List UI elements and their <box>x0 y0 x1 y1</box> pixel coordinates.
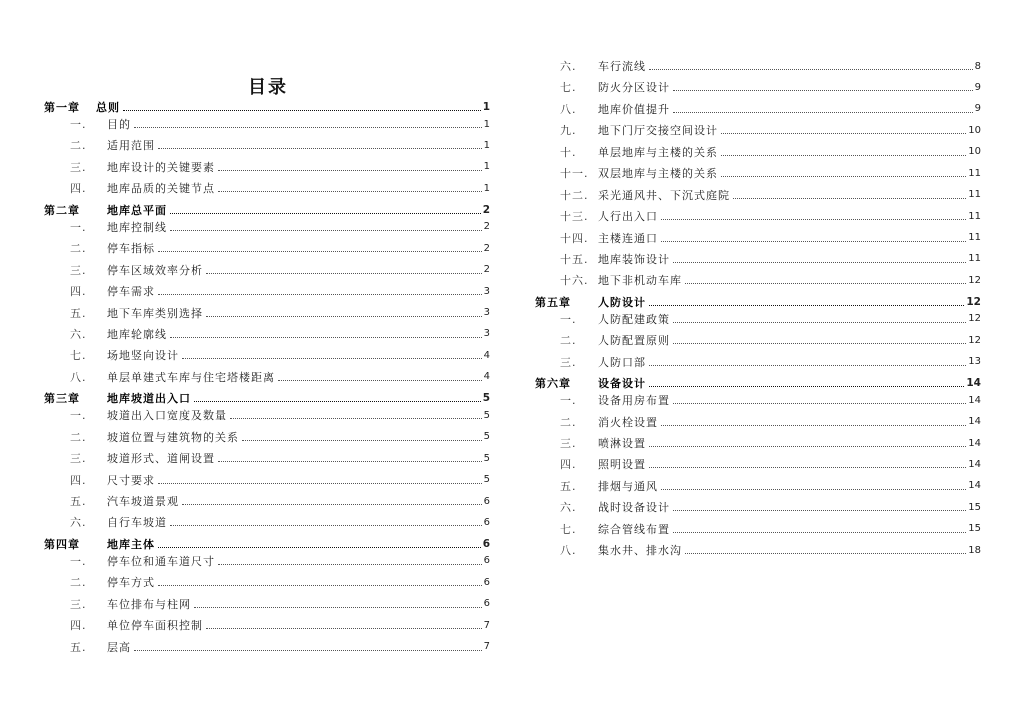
page-number: 6 <box>482 537 490 550</box>
page-number: 8 <box>974 60 981 72</box>
chapter-title: 人防设计 <box>598 295 646 309</box>
dot-leader <box>721 148 966 156</box>
toc-entry-row <box>44 156 490 177</box>
toc-entry-row <box>535 248 981 269</box>
dot-leader <box>158 476 482 484</box>
section-title: 汽车坡道景观 <box>107 495 179 509</box>
page-number: 5 <box>483 409 490 421</box>
toc-entry-row <box>535 227 981 248</box>
chapter-label: 第二章 <box>44 203 80 217</box>
dot-leader <box>206 266 482 274</box>
section-title: 采光通风井、下沉式庭院 <box>598 188 730 202</box>
toc-entry-row <box>44 237 490 258</box>
toc-entry-row <box>44 490 490 511</box>
toc-entry-row <box>535 270 981 291</box>
section-number: 四. <box>70 473 87 487</box>
toc-entry-row <box>535 120 981 141</box>
section-number: 五. <box>70 640 87 654</box>
section-number: 十五. <box>560 252 589 266</box>
dot-leader <box>673 525 966 533</box>
page-number: 2 <box>482 203 490 216</box>
dot-leader <box>182 497 482 505</box>
section-title: 消火栓设置 <box>598 415 658 429</box>
dot-leader <box>649 62 973 70</box>
section-number: 四. <box>70 285 87 299</box>
dot-leader <box>218 163 482 171</box>
section-title: 人防配置原则 <box>598 334 670 348</box>
dot-leader <box>649 358 966 366</box>
page-number: 5 <box>483 474 490 486</box>
dot-leader <box>278 373 482 381</box>
dot-leader <box>134 120 482 128</box>
dot-leader <box>170 223 482 231</box>
section-title: 停车需求 <box>107 285 155 299</box>
dot-leader <box>158 540 481 548</box>
toc-entry-row <box>44 512 490 533</box>
section-title: 坡道形式、道闸设置 <box>107 452 215 466</box>
page-number: 11 <box>968 167 981 179</box>
page-number: 12 <box>968 334 981 346</box>
dot-leader <box>218 454 482 462</box>
toc-left-column <box>44 96 490 657</box>
section-number: 一. <box>70 409 87 423</box>
section-number: 二. <box>70 242 87 256</box>
section-number: 三. <box>560 437 577 451</box>
section-number: 九. <box>560 124 577 138</box>
section-title: 人行出入口 <box>598 210 658 224</box>
section-number: 二. <box>70 576 87 590</box>
section-title: 照明设置 <box>598 458 646 472</box>
dot-leader <box>158 141 482 149</box>
page-number: 7 <box>483 641 490 653</box>
section-number: 五. <box>560 479 577 493</box>
section-number: 四. <box>70 619 87 633</box>
section-number: 一. <box>560 312 577 326</box>
toc-entry-row <box>44 469 490 490</box>
section-number: 六. <box>560 60 577 74</box>
page-number: 3 <box>483 328 490 340</box>
page-number: 11 <box>968 253 981 265</box>
page-number: 3 <box>483 307 490 319</box>
section-number: 二. <box>70 139 87 153</box>
section-number: 十. <box>560 145 577 159</box>
page-number: 6 <box>483 516 490 528</box>
page-number: 13 <box>968 356 981 368</box>
dot-leader <box>673 255 966 263</box>
section-number: 七. <box>560 522 577 536</box>
dot-leader <box>158 578 482 586</box>
dot-leader <box>649 298 964 306</box>
dot-leader <box>170 330 482 338</box>
section-title: 场地竖向设计 <box>107 349 179 363</box>
page-number: 14 <box>968 394 981 406</box>
section-number: 三. <box>70 160 87 174</box>
dot-leader <box>230 411 482 419</box>
dot-leader <box>661 482 966 490</box>
dot-leader <box>673 503 966 511</box>
section-number: 六. <box>70 327 87 341</box>
dot-leader <box>673 396 966 404</box>
page-number: 12 <box>968 313 981 325</box>
dot-leader <box>733 191 966 199</box>
page-number: 7 <box>483 619 490 631</box>
section-title: 停车指标 <box>107 242 155 256</box>
page-number: 14 <box>968 480 981 492</box>
section-title: 地库品质的关键节点 <box>107 182 215 196</box>
dot-leader <box>661 418 966 426</box>
page-number: 14 <box>968 458 981 470</box>
section-number: 一. <box>70 220 87 234</box>
toc-entry-row <box>44 135 490 156</box>
section-number: 五. <box>70 495 87 509</box>
chapter-title: 总则 <box>96 101 120 115</box>
section-number: 十三. <box>560 210 589 224</box>
section-title: 单层地库与主楼的关系 <box>598 145 718 159</box>
section-title: 适用范围 <box>107 139 155 153</box>
dot-leader <box>170 206 481 214</box>
dot-leader <box>182 351 482 359</box>
chapter-label: 第三章 <box>44 392 80 406</box>
section-title: 坡道位置与建筑物的关系 <box>107 430 239 444</box>
dot-leader <box>649 460 966 468</box>
page-number: 14 <box>968 416 981 428</box>
chapter-title: 地库总平面 <box>107 203 167 217</box>
dot-leader <box>218 184 482 192</box>
section-number: 三. <box>70 597 87 611</box>
section-number: 一. <box>560 394 577 408</box>
toc-entry-row <box>44 426 490 447</box>
section-title: 单层单建式车库与住宅塔楼距离 <box>107 370 275 384</box>
section-number: 四. <box>70 182 87 196</box>
chapter-label: 第一章 <box>44 101 80 115</box>
toc-entry-row <box>44 366 490 387</box>
section-title: 人防配建政策 <box>598 312 670 326</box>
toc-entry-row <box>535 411 981 432</box>
page-number: 2 <box>483 264 490 276</box>
section-title: 综合管线布置 <box>598 522 670 536</box>
section-number: 一. <box>70 118 87 132</box>
page-number: 3 <box>483 285 490 297</box>
section-number: 二. <box>560 415 577 429</box>
chapter-label: 第五章 <box>535 295 571 309</box>
toc-entry-row <box>535 141 981 162</box>
page-number: 1 <box>483 182 490 194</box>
section-number: 七. <box>560 81 577 95</box>
page-number: 18 <box>968 544 981 556</box>
section-title: 地下非机动车库 <box>598 274 682 288</box>
section-title: 地下门厅交接空间设计 <box>598 124 718 138</box>
dot-leader <box>158 287 482 295</box>
section-title: 集水井、排水沟 <box>598 544 682 558</box>
toc-entry-row <box>44 345 490 366</box>
toc-entry-row <box>44 259 490 280</box>
chapter-label: 第六章 <box>535 377 571 391</box>
page-number: 4 <box>483 349 490 361</box>
section-number: 六. <box>560 501 577 515</box>
page-number: 9 <box>974 103 981 115</box>
section-title: 单位停车面积控制 <box>107 619 203 633</box>
section-number: 八. <box>560 544 577 558</box>
page-number: 1 <box>483 139 490 151</box>
section-title: 地库控制线 <box>107 220 167 234</box>
page-number: 11 <box>968 210 981 222</box>
toc-entry-row <box>44 572 490 593</box>
section-title: 战时设备设计 <box>598 501 670 515</box>
section-number: 十一. <box>560 167 589 181</box>
section-number: 十六. <box>560 274 589 288</box>
toc-entry-row <box>535 432 981 453</box>
section-title: 人防口部 <box>598 355 646 369</box>
section-title: 地库轮廓线 <box>107 327 167 341</box>
section-number: 二. <box>70 430 87 444</box>
toc-entry-row <box>535 454 981 475</box>
toc-entry-row <box>44 593 490 614</box>
toc-entry-row <box>535 308 981 329</box>
section-title: 尺寸要求 <box>107 473 155 487</box>
dot-leader <box>194 394 481 402</box>
section-title: 排烟与通风 <box>598 479 658 493</box>
dot-leader <box>206 621 482 629</box>
dot-leader <box>661 212 966 220</box>
page-number: 4 <box>483 371 490 383</box>
section-title: 防火分区设计 <box>598 81 670 95</box>
dot-leader <box>158 244 482 252</box>
toc-entry-row <box>535 351 981 372</box>
section-title: 停车位和通车道尺寸 <box>107 554 215 568</box>
section-number: 三. <box>70 452 87 466</box>
dot-leader <box>649 439 966 447</box>
chapter-title: 地库坡道出入口 <box>107 392 191 406</box>
toc-right-column <box>535 55 981 561</box>
toc-entry-row <box>535 184 981 205</box>
section-number: 四. <box>560 458 577 472</box>
toc-entry-row <box>44 550 490 571</box>
toc-entry-row <box>44 447 490 468</box>
section-number: 七. <box>70 349 87 363</box>
page-number: 10 <box>968 124 981 136</box>
page-number: 12 <box>968 274 981 286</box>
section-title: 地库设计的关键要素 <box>107 160 215 174</box>
dot-leader <box>685 276 966 284</box>
dot-leader <box>218 557 482 565</box>
dot-leader <box>673 315 966 323</box>
toc-entry-row <box>44 323 490 344</box>
section-title: 地下车库类别选择 <box>107 306 203 320</box>
page-number: 1 <box>483 161 490 173</box>
toc-entry-row <box>535 162 981 183</box>
chapter-label: 第四章 <box>44 537 80 551</box>
section-title: 车位排布与柱网 <box>107 597 191 611</box>
section-number: 十四. <box>560 231 589 245</box>
section-title: 喷淋设置 <box>598 437 646 451</box>
dot-leader <box>721 169 966 177</box>
toc-entry-row <box>44 636 490 657</box>
page-number: 6 <box>483 576 490 588</box>
dot-leader <box>123 103 481 111</box>
section-title: 双层地库与主楼的关系 <box>598 167 718 181</box>
page-number: 14 <box>966 377 981 390</box>
toc-entry-row <box>44 405 490 426</box>
toc-entry-row <box>44 280 490 301</box>
dot-leader <box>673 83 973 91</box>
toc-entry-row <box>44 302 490 323</box>
chapter-title: 设备设计 <box>598 377 646 391</box>
dot-leader <box>649 379 964 387</box>
page-number: 2 <box>483 242 490 254</box>
page-number: 15 <box>968 523 981 535</box>
dot-leader <box>194 600 482 608</box>
section-title: 目的 <box>107 118 131 132</box>
page-number: 11 <box>968 232 981 244</box>
chapter-title: 地库主体 <box>107 537 155 551</box>
page-number: 9 <box>974 81 981 93</box>
toc-entry-row <box>535 77 981 98</box>
section-number: 八. <box>560 102 577 116</box>
toc-entry-row <box>44 216 490 237</box>
toc-entry-row <box>535 497 981 518</box>
toc-entry-row <box>535 518 981 539</box>
page-number: 12 <box>966 295 981 308</box>
section-number: 六. <box>70 516 87 530</box>
section-title: 地库价值提升 <box>598 102 670 116</box>
section-title: 地库装饰设计 <box>598 252 670 266</box>
page-number: 11 <box>968 189 981 201</box>
section-number: 二. <box>560 334 577 348</box>
dot-leader <box>673 105 973 113</box>
toc-entry-row <box>535 539 981 560</box>
toc-heading: 目录 <box>248 77 288 98</box>
dot-leader <box>206 309 482 317</box>
section-number: 五. <box>70 306 87 320</box>
dot-leader <box>673 336 966 344</box>
dot-leader <box>170 518 482 526</box>
page-number: 6 <box>483 598 490 610</box>
section-title: 车行流线 <box>598 60 646 74</box>
page-number: 2 <box>483 221 490 233</box>
page-number: 1 <box>483 118 490 130</box>
dot-leader <box>721 126 966 134</box>
section-number: 八. <box>70 370 87 384</box>
page-number: 14 <box>968 437 981 449</box>
section-title: 坡道出入口宽度及数量 <box>107 409 227 423</box>
toc-entry-row <box>535 389 981 410</box>
section-number: 三. <box>560 355 577 369</box>
page-number: 6 <box>483 495 490 507</box>
section-title: 层高 <box>107 640 131 654</box>
section-title: 停车方式 <box>107 576 155 590</box>
section-number: 一. <box>70 554 87 568</box>
toc-entry-row <box>535 205 981 226</box>
page-number: 6 <box>483 555 490 567</box>
page-number: 1 <box>482 101 490 114</box>
toc-entry-row <box>44 614 490 635</box>
toc-entry-row <box>535 475 981 496</box>
page-number: 5 <box>482 392 490 405</box>
toc-entry-row <box>44 178 490 199</box>
page-number: 5 <box>483 431 490 443</box>
section-title: 主楼连通口 <box>598 231 658 245</box>
section-title: 自行车坡道 <box>107 516 167 530</box>
dot-leader <box>134 643 482 651</box>
dot-leader <box>661 234 966 242</box>
page-number: 15 <box>968 501 981 513</box>
toc-entry-row <box>535 55 981 76</box>
toc-entry-row <box>44 113 490 134</box>
section-title: 设备用房布置 <box>598 394 670 408</box>
section-number: 十二. <box>560 188 589 202</box>
page-number: 5 <box>483 452 490 464</box>
toc-entry-row <box>535 98 981 119</box>
section-title: 停车区域效率分析 <box>107 263 203 277</box>
dot-leader <box>242 433 482 441</box>
dot-leader <box>685 546 966 554</box>
section-number: 三. <box>70 263 87 277</box>
page-number: 10 <box>968 146 981 158</box>
toc-entry-row <box>535 330 981 351</box>
